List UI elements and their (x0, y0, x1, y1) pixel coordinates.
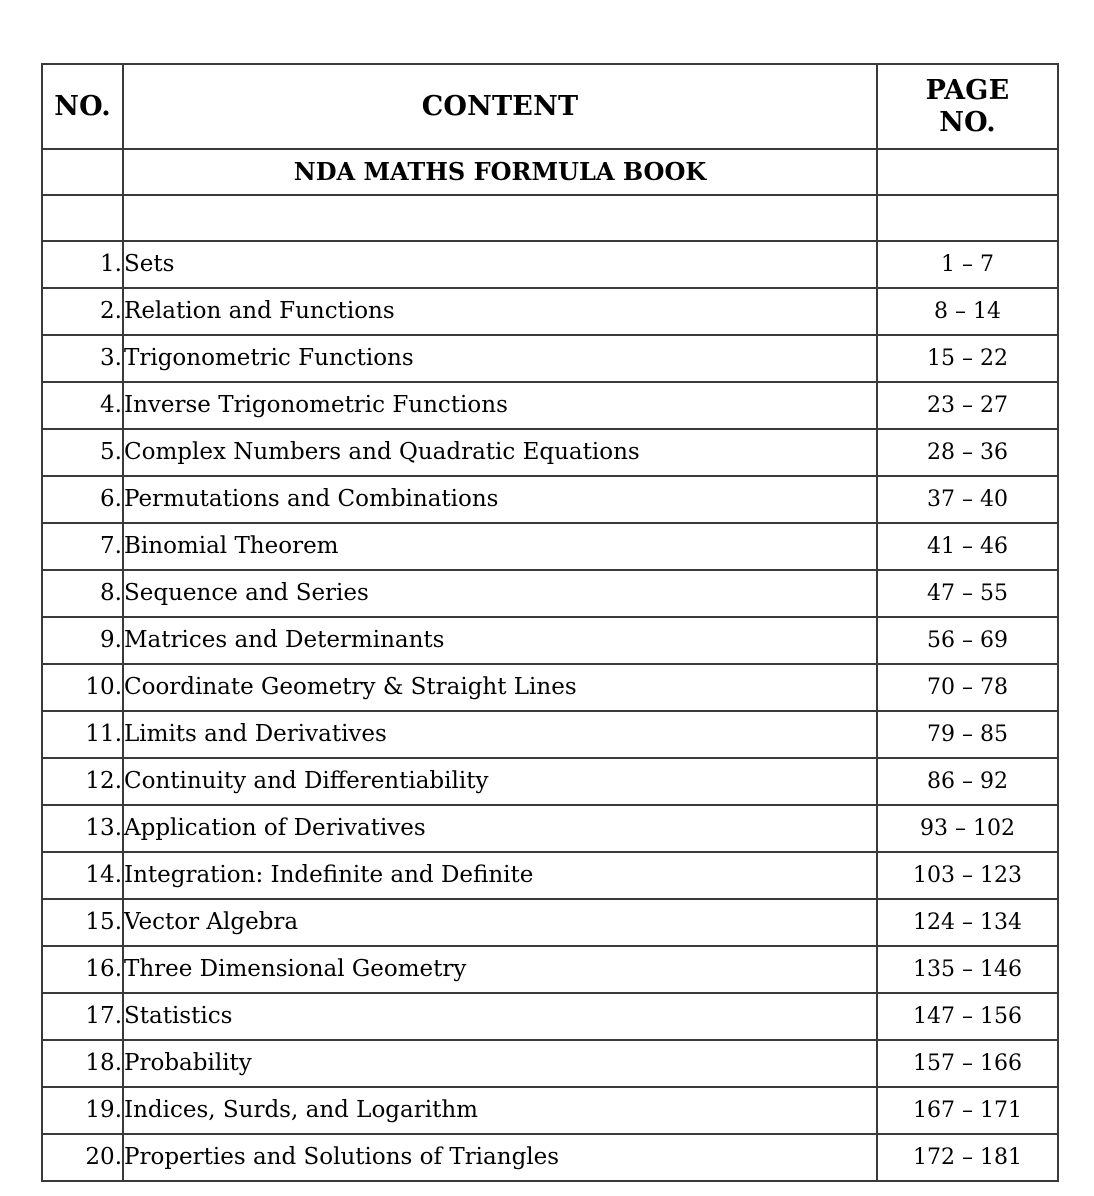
table-row[interactable] (42, 664, 1058, 711)
row-chapter-title[interactable]: Indices, Surds, and Logarithm (123, 1087, 877, 1134)
row-chapter-title[interactable]: Vector Algebra (123, 899, 877, 946)
row-page-range: 37 – 40 (877, 476, 1058, 523)
row-chapter-title[interactable]: Properties and Solutions of Triangles (123, 1134, 877, 1181)
row-page-range: 93 – 102 (877, 805, 1058, 852)
row-number: 16. (42, 946, 123, 993)
row-page-range: 157 – 166 (877, 1040, 1058, 1087)
row-number: 10. (42, 664, 123, 711)
row-page-range: 15 – 22 (877, 335, 1058, 382)
row-chapter-title[interactable]: Application of Derivatives (123, 805, 877, 852)
row-number: 19. (42, 1087, 123, 1134)
column-header-page-line2: NO. (939, 106, 996, 138)
row-page-range: 41 – 46 (877, 523, 1058, 570)
book-title-row (42, 149, 1058, 195)
table-row[interactable] (42, 852, 1058, 899)
row-chapter-title[interactable]: Permutations and Combinations (123, 476, 877, 523)
book-title-no-cell (42, 149, 123, 195)
book-title: NDA MATHS FORMULA BOOK (123, 149, 877, 195)
row-page-range: 167 – 171 (877, 1087, 1058, 1134)
row-page-range: 70 – 78 (877, 664, 1058, 711)
row-number: 17. (42, 993, 123, 1040)
table-row[interactable] (42, 899, 1058, 946)
row-page-range: 23 – 27 (877, 382, 1058, 429)
row-number: 8. (42, 570, 123, 617)
contents-table (41, 63, 1059, 1182)
table-row[interactable] (42, 335, 1058, 382)
table-row[interactable] (42, 523, 1058, 570)
table-row[interactable] (42, 382, 1058, 429)
table-row[interactable] (42, 1040, 1058, 1087)
row-number: 9. (42, 617, 123, 664)
spacer-no-cell (42, 195, 123, 241)
table-row[interactable] (42, 241, 1058, 288)
table-row[interactable] (42, 570, 1058, 617)
row-chapter-title[interactable]: Complex Numbers and Quadratic Equations (123, 429, 877, 476)
row-chapter-title[interactable]: Limits and Derivatives (123, 711, 877, 758)
row-number: 15. (42, 899, 123, 946)
row-chapter-title[interactable]: Trigonometric Functions (123, 335, 877, 382)
row-chapter-title[interactable]: Relation and Functions (123, 288, 877, 335)
row-number: 1. (42, 241, 123, 288)
row-number: 3. (42, 335, 123, 382)
table-row[interactable] (42, 946, 1058, 993)
row-page-range: 47 – 55 (877, 570, 1058, 617)
book-title-page-cell (877, 149, 1058, 195)
row-page-range: 56 – 69 (877, 617, 1058, 664)
row-number: 7. (42, 523, 123, 570)
table-header-row (42, 64, 1058, 149)
row-page-range: 28 – 36 (877, 429, 1058, 476)
row-number: 20. (42, 1134, 123, 1181)
row-chapter-title[interactable]: Statistics (123, 993, 877, 1040)
row-chapter-title[interactable]: Coordinate Geometry & Straight Lines (123, 664, 877, 711)
row-page-range: 8 – 14 (877, 288, 1058, 335)
spacer-content-cell (123, 195, 877, 241)
row-chapter-title[interactable]: Matrices and Determinants (123, 617, 877, 664)
row-number: 5. (42, 429, 123, 476)
row-chapter-title[interactable]: Binomial Theorem (123, 523, 877, 570)
row-page-range: 172 – 181 (877, 1134, 1058, 1181)
column-header-content: CONTENT (123, 64, 877, 149)
row-page-range: 135 – 146 (877, 946, 1058, 993)
column-header-no: NO. (42, 64, 123, 149)
spacer-page-cell (877, 195, 1058, 241)
row-number: 12. (42, 758, 123, 805)
table-row[interactable] (42, 617, 1058, 664)
row-page-range: 86 – 92 (877, 758, 1058, 805)
row-number: 6. (42, 476, 123, 523)
table-row[interactable] (42, 711, 1058, 758)
table-row[interactable] (42, 476, 1058, 523)
row-chapter-title[interactable]: Integration: Indefinite and Definite (123, 852, 877, 899)
spacer-row (42, 195, 1058, 241)
row-number: 2. (42, 288, 123, 335)
row-number: 18. (42, 1040, 123, 1087)
row-number: 11. (42, 711, 123, 758)
row-number: 4. (42, 382, 123, 429)
table-row[interactable] (42, 758, 1058, 805)
row-page-range: 79 – 85 (877, 711, 1058, 758)
table-row[interactable] (42, 1134, 1058, 1181)
column-header-page-line1: PAGE (925, 74, 1010, 106)
row-page-range: 124 – 134 (877, 899, 1058, 946)
row-page-range: 1 – 7 (877, 241, 1058, 288)
row-chapter-title[interactable]: Probability (123, 1040, 877, 1087)
row-chapter-title[interactable]: Continuity and Differentiability (123, 758, 877, 805)
table-row[interactable] (42, 1087, 1058, 1134)
row-number: 14. (42, 852, 123, 899)
row-chapter-title[interactable]: Sets (123, 241, 877, 288)
row-chapter-title[interactable]: Inverse Trigonometric Functions (123, 382, 877, 429)
column-header-page-no (877, 64, 1058, 149)
contents-table-body (42, 64, 1058, 1181)
table-row[interactable] (42, 805, 1058, 852)
row-page-range: 103 – 123 (877, 852, 1058, 899)
table-row[interactable] (42, 429, 1058, 476)
table-row[interactable] (42, 288, 1058, 335)
row-chapter-title[interactable]: Three Dimensional Geometry (123, 946, 877, 993)
row-chapter-title[interactable]: Sequence and Series (123, 570, 877, 617)
row-page-range: 147 – 156 (877, 993, 1058, 1040)
table-of-contents (41, 63, 1057, 1182)
row-number: 13. (42, 805, 123, 852)
table-row[interactable] (42, 993, 1058, 1040)
